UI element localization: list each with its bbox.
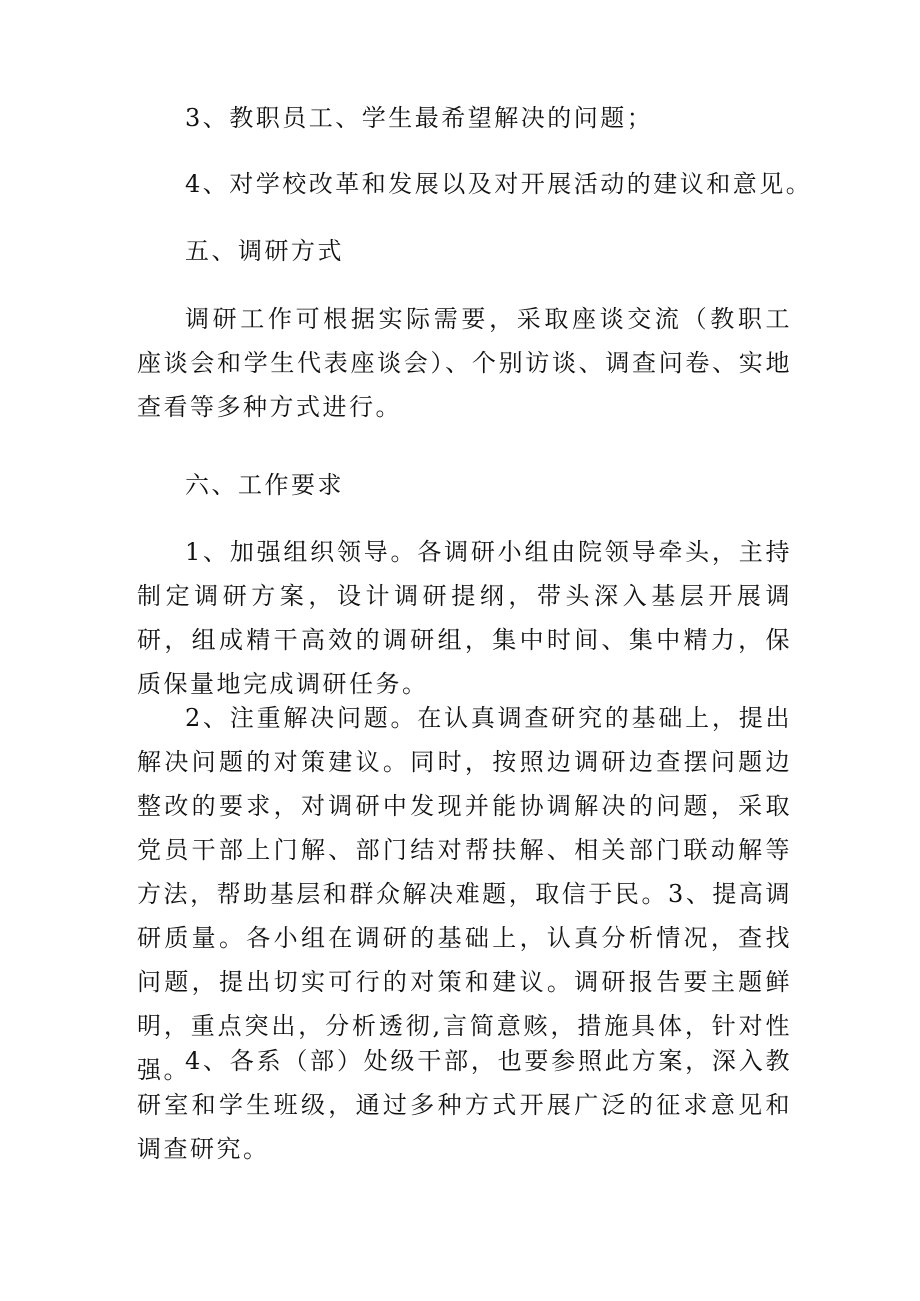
section-heading-work-requirements: 六、工作要求: [185, 471, 344, 499]
paragraph-requirement-1: 1、加强组织领导。各调研小组由院领导牵头，主持制定调研方案，设计调研提纲，带头深入基层开展调研，组成精干高效的调研组，集中时间、集中精力，保质保量地完成调研任务。: [137, 538, 792, 698]
section-heading-research-methods: 五、调研方式: [185, 237, 344, 265]
paragraph-research-methods: 调研工作可根据实际需要，采取座谈交流（教职工座谈会和学生代表座谈会）、个别访谈、调查问卷、实地查看等多种方式进行。: [137, 305, 792, 421]
paragraph-requirement-2-3: 2、注重解决问题。在认真调查研究的基础上，提出解决问题的对策建议。同时，按照边调研边查摆问题边整改的要求，对调研中发现并能协调解决的问题，采取党员干部上门解、部门结对帮扶解、相关部门联动解等方法，帮助基层和群众解决难题，取信于民。3、提高调研质量。各小组在调研的基础上，认真分析情况，查找问题，提出切实可行的对策和建议。调研报告要主题鲜明，重点突出，分析透彻,言简意赅，措施具体，针对性强。: [137, 704, 792, 1084]
paragraph-requirement-4: 4、各系（部）处级干部，也要参照此方案，深入教研室和学生班级，通过多种方式开展广泛的征求意见和调查研究。: [137, 1047, 792, 1163]
paragraph-item-3-problems: 3、教职员工、学生最希望解决的问题；: [185, 104, 654, 132]
paragraph-item-4-suggestions: 4、对学校改革和发展以及对开展活动的建议和意见。: [185, 170, 813, 198]
